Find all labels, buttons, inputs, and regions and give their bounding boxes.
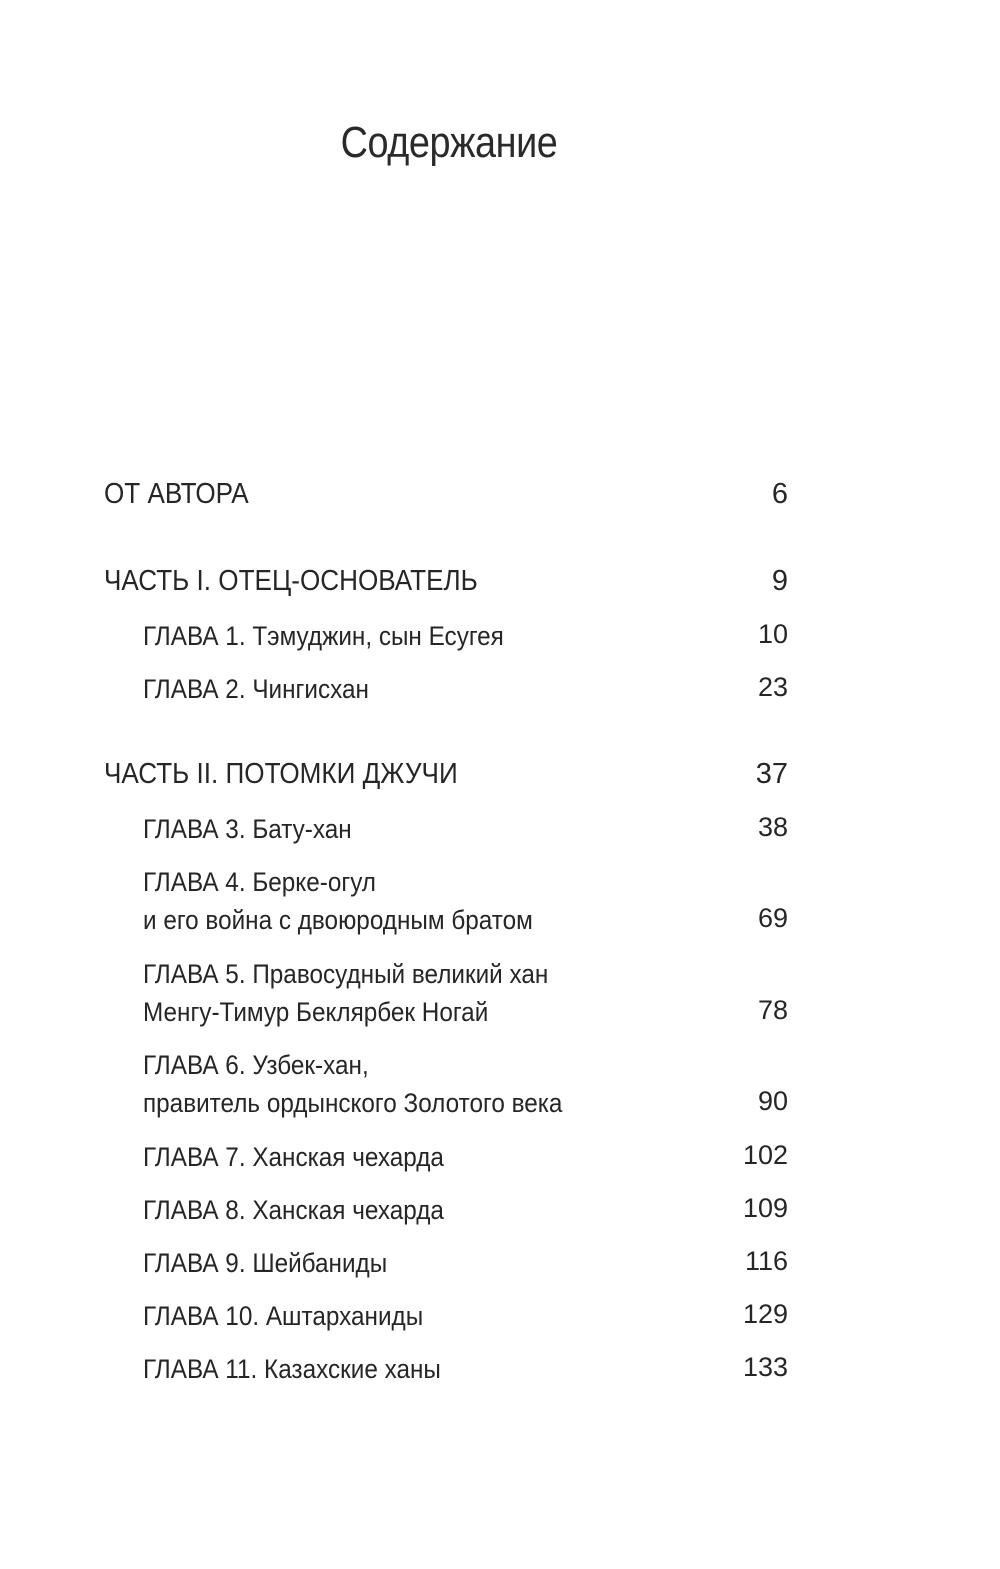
toc-entry-line: ГЛАВА 1. Тэмуджин, сын Есугея (143, 621, 504, 651)
toc-page-number: 6 (771, 478, 788, 510)
toc-page-number: 23 (757, 672, 788, 702)
toc-page-number: 116 (744, 1246, 788, 1276)
toc-entry-label (143, 1046, 562, 1122)
toc-entry-label (143, 863, 533, 939)
toc-entry-line: ГЛАВА 10. Аштарханиды (143, 1301, 424, 1331)
toc-entry-label (143, 1191, 444, 1229)
toc-entry-line: ГЛАВА 7. Ханская чехарда (143, 1142, 444, 1172)
toc-page-number: 38 (757, 812, 788, 842)
toc-entry-label (143, 810, 352, 848)
toc-page-number: 90 (757, 1086, 788, 1116)
toc-entry-line: ГЛАВА 11. Казахские ханы (143, 1354, 441, 1384)
toc-entry-line: ГЛАВА 5. Правосудный великий хан (143, 959, 549, 989)
toc-entry-label (143, 1297, 423, 1335)
toc-entry-label (143, 1138, 444, 1176)
page-title: Содержание (340, 118, 558, 167)
toc-entry-line: правитель ордынского Золотого века (143, 1088, 563, 1118)
toc-entry-line: ГЛАВА 4. Берке-огул (143, 867, 376, 897)
toc-entry-label (143, 617, 504, 655)
toc-entry-label (143, 1244, 387, 1282)
toc-entry-label (143, 670, 369, 708)
toc-page-number: 109 (742, 1193, 788, 1223)
toc-entry-line: ГЛАВА 9. Шейбаниды (143, 1248, 388, 1278)
toc-entry-line: и его война с двоюродным братом (143, 905, 533, 935)
toc-entry-label (143, 955, 548, 1031)
toc-entry-line: ГЛАВА 3. Бату-хан (143, 814, 352, 844)
toc-entry-label (143, 1350, 441, 1388)
toc-page-number: 129 (742, 1299, 788, 1329)
toc-entry-label: ЧАСТЬ II. ПОТОМКИ ДЖУЧИ (104, 758, 458, 790)
toc-entry-label: ОТ АВТОРА (104, 478, 249, 510)
toc-entry-label: ЧАСТЬ I. ОТЕЦ-ОСНОВАТЕЛЬ (104, 565, 478, 597)
toc-page-number: 9 (771, 565, 788, 597)
toc-page-number: 78 (757, 995, 788, 1025)
toc-page-number: 10 (757, 619, 788, 649)
toc-page-number: 133 (742, 1352, 788, 1382)
toc-page-number: 37 (755, 758, 788, 790)
toc-entry-line: ГЛАВА 8. Ханская чехарда (143, 1195, 444, 1225)
toc-page-number: 102 (742, 1140, 788, 1170)
toc-page-number: 69 (757, 903, 788, 933)
toc-entry-line: ГЛАВА 2. Чингисхан (143, 674, 369, 704)
toc-entry-line: ГЛАВА 6. Узбек-хан, (143, 1050, 369, 1080)
toc-entry-line: Менгу-Тимур Беклярбек Ногай (143, 997, 489, 1027)
